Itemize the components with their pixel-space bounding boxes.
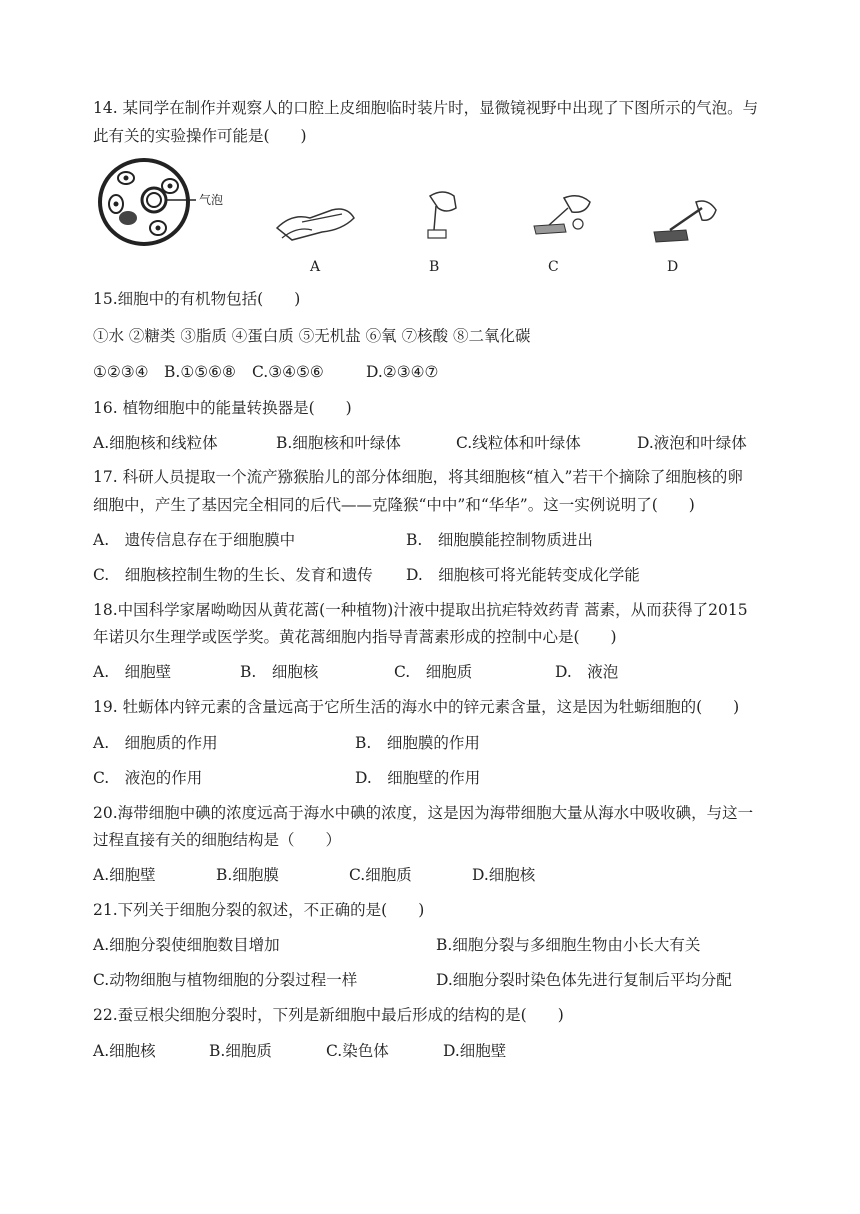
q21-option-d: D.细胞分裂时染色体先进行复制后平均分配	[436, 971, 732, 989]
q15-option-a: ①②③④	[93, 363, 149, 381]
q16-option-a: A.细胞核和线粒体	[93, 434, 218, 452]
bubble-label: 气泡	[199, 193, 224, 207]
q20-option-c: C.细胞质	[349, 866, 412, 884]
operation-d-figure	[646, 192, 726, 247]
operation-b-figure	[408, 186, 468, 246]
q20-option-b: B.细胞膜	[216, 866, 279, 884]
q18-option-a: A. 细胞壁	[93, 663, 172, 681]
q22-stem: 22.蚕豆根尖细胞分裂时，下列是新细胞中最后形成的结构的是( )	[93, 1006, 564, 1024]
q18-option-b: B. 细胞核	[240, 663, 319, 681]
q20-stem-line2: 过程直接有关的细胞结构是（ ）	[93, 831, 342, 849]
q17-stem-line2: 细胞中，产生了基因完全相同的后代——克隆猴“中中”和“华华”。这一实例说明了( )	[93, 496, 695, 514]
q19-option-c: C. 液泡的作用	[93, 769, 203, 787]
figure-label-c: C	[548, 259, 559, 275]
q21-option-a: A.细胞分裂使细胞数目增加	[93, 936, 280, 954]
q21-stem: 21.下列关于细胞分裂的叙述，不正确的是( )	[93, 901, 425, 919]
q16-option-c: C.线粒体和叶绿体	[456, 434, 581, 452]
q16-option-b: B.细胞核和叶绿体	[276, 434, 401, 452]
q22-option-d: D.细胞壁	[443, 1042, 507, 1060]
q19-option-b: B. 细胞膜的作用	[355, 734, 480, 752]
q15-option-d: D.②③④⑦	[366, 363, 439, 381]
q20-option-a: A.细胞壁	[93, 866, 156, 884]
q18-option-d: D. 液泡	[555, 663, 619, 681]
q16-stem: 16. 植物细胞中的能量转换器是( )	[93, 399, 352, 417]
q22-option-b: B.细胞质	[209, 1042, 272, 1060]
q19-option-a: A. 细胞质的作用	[93, 734, 218, 752]
q19-option-d: D. 细胞壁的作用	[355, 769, 481, 787]
q14-stem-line1: 14. 某同学在制作并观察人的口腔上皮细胞临时装片时，显微镜视野中出现了下图所示的气泡。与	[93, 99, 759, 117]
figure-label-d: D	[667, 259, 679, 275]
microscope-view-figure	[96, 156, 246, 256]
q17-stem-line1: 17. 科研人员提取一个流产猕猴胎儿的部分体细胞，将其细胞核“植入”若干个摘除了细胞核的卵	[93, 468, 743, 486]
q20-option-d: D.细胞核	[472, 866, 536, 884]
q16-option-d: D.液泡和叶绿体	[637, 434, 747, 452]
q21-option-c: C.动物细胞与植物细胞的分裂过程一样	[93, 971, 358, 989]
operation-c-figure	[524, 190, 604, 245]
figure-label-a: A	[310, 259, 321, 275]
q18-stem-line2: 年诺贝尔生理学或医学奖。黄花蒿细胞内指导青蒿素形成的控制中心是( )	[93, 628, 617, 646]
operation-a-figure	[272, 188, 362, 248]
q17-option-a: A. 遗传信息存在于细胞膜中	[93, 531, 296, 549]
q18-stem-line1: 18.中国科学家屠呦呦因从黄花蒿(一种植物)汁液中提取出抗疟特效药青 蒿素，从而获得了2015	[93, 601, 748, 619]
q17-option-b: B. 细胞膜能控制物质进出	[406, 531, 593, 549]
figure-label-b: B	[429, 259, 440, 275]
q14-stem-line2: 此有关的实验操作可能是( )	[93, 127, 307, 145]
q15-items: ①水 ②糖类 ③脂质 ④蛋白质 ⑤无机盐 ⑥氧 ⑦核酸 ⑧二氧化碳	[93, 327, 531, 345]
q15-option-b: B.①⑤⑥⑧	[164, 363, 236, 381]
q15-option-c: C.③④⑤⑥	[252, 363, 324, 381]
q20-stem-line1: 20.海带细胞中碘的浓度远高于海水中碘的浓度，这是因为海带细胞大量从海水中吸收碘，与这一	[93, 804, 754, 822]
q17-option-d: D. 细胞核可将光能转变成化学能	[406, 566, 640, 584]
q17-option-c: C. 细胞核控制生物的生长、发育和遗传	[93, 566, 373, 584]
q22-option-c: C.染色体	[326, 1042, 389, 1060]
q22-option-a: A.细胞核	[93, 1042, 156, 1060]
q15-stem: 15.细胞中的有机物包括( )	[93, 290, 301, 308]
q18-option-c: C. 细胞质	[394, 663, 473, 681]
q19-stem: 19. 牡蛎体内锌元素的含量远高于它所生活的海水中的锌元素含量，这是因为牡蛎细胞的( )	[93, 698, 740, 716]
q21-option-b: B.细胞分裂与多细胞生物由小长大有关	[436, 936, 701, 954]
